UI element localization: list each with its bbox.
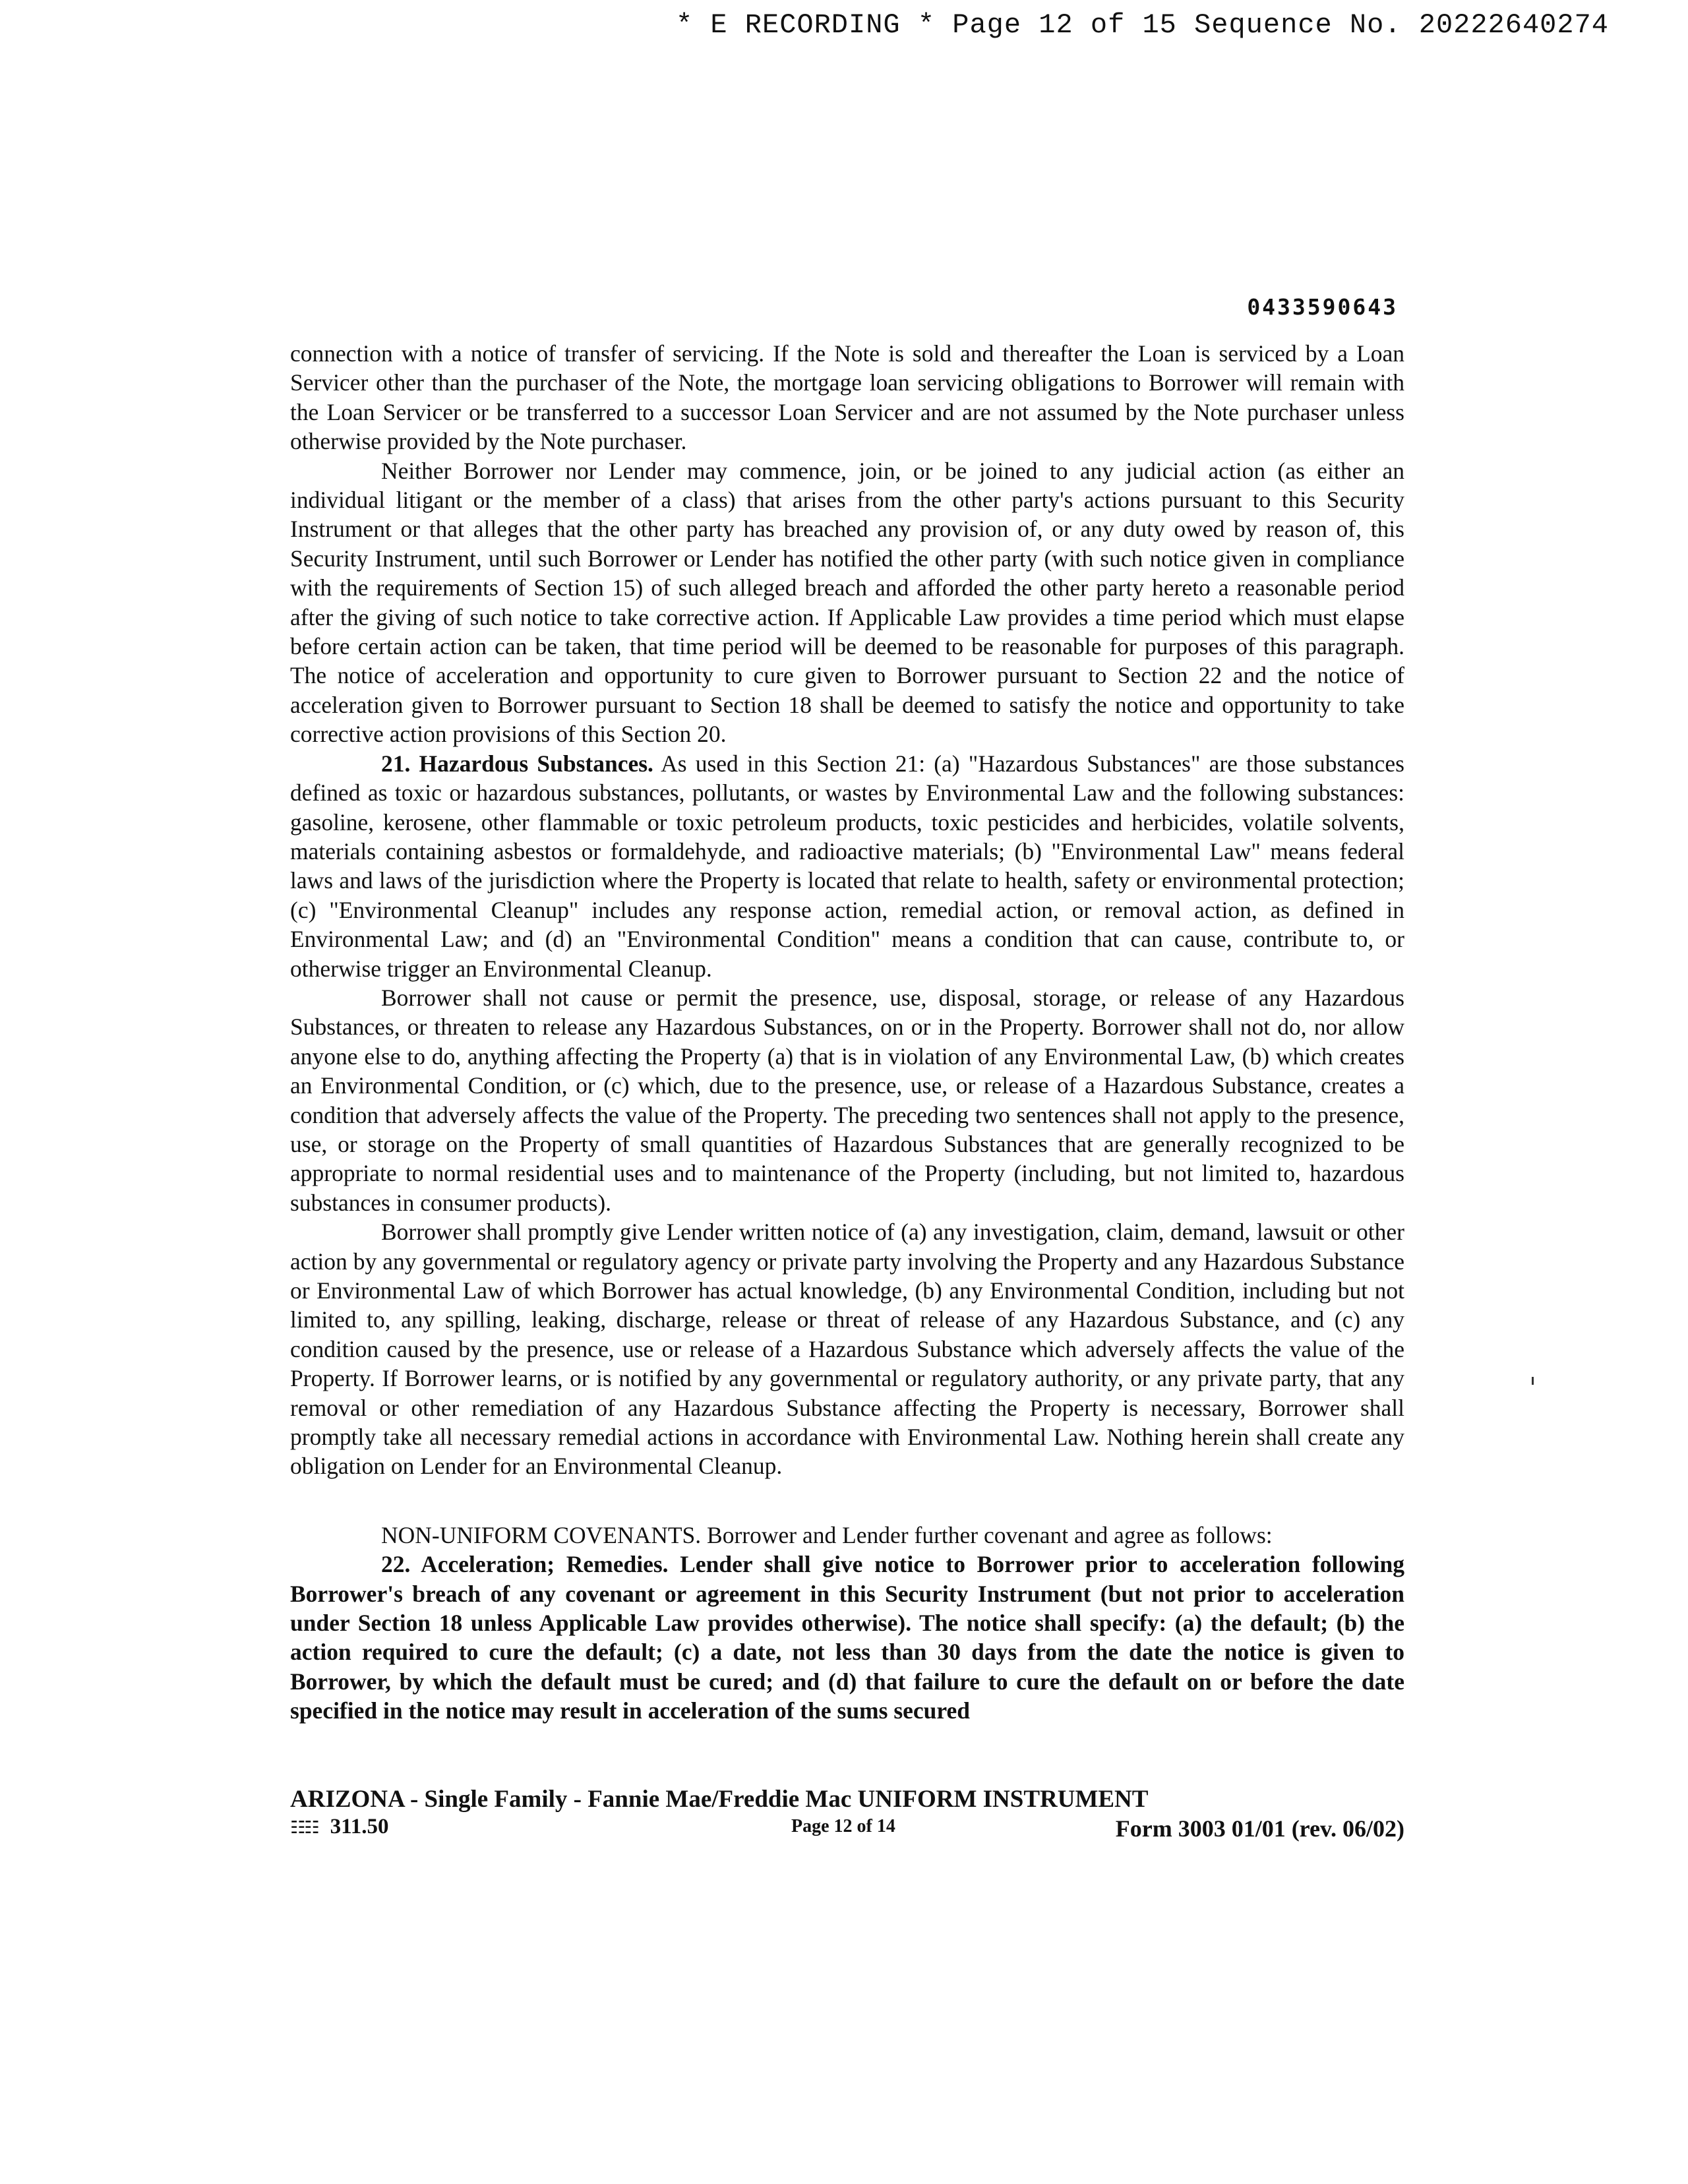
scan-mark — [1532, 1377, 1534, 1385]
paragraph-hazardous-notice: Borrower shall promptly give Lender written notice of (a) any investigation, claim, demand, lawsuit or other action by any governmental or regulatory agency or private party involving the Property and any Hazardous Substance or Environmental Law of which Borrower has actual knowledge, (b) any Environmental Condition, including but not limited to, any spilling, leaking, discharge, release or threat of release of any Hazardous Substance, and (c) any condition caused by the presence, use or release of a Hazardous Substance which adversely affects the value of the Property. If Borrower learns, or is notified by any governmental or regulatory authority, or any private party, that any removal or other remediation of any Hazardous Substance affecting the Property is necessary, Borrower shall promptly take all necessary remedial actions in accordance with Environmental Law. Nothing herein shall create any obligation on Lender for an Environmental Cleanup. — [290, 1219, 1404, 1480]
section-gap — [290, 1481, 1404, 1521]
page-label: Page 12 of 14 — [791, 1816, 895, 1836]
paragraph-judicial-action: Neither Borrower nor Lender may commence, join, or be joined to any judicial action (as either an individual litigant or the member of a class) that arises from the other party's actions pursuant to this Security Instrument or that alleges that the other party has breached any provision of, or any duty owed by reason of, this Security Instrument, until such Borrower or Lender has notified the other party (with such notice given in compliance with the requirements of Section 15) of such alleged breach and afforded the other party hereto a reasonable period after the giving of such notice to take corrective action. If Applicable Law provides a time period which must elapse before certain action can be taken, that time period will be deemed to be reasonable for purposes of this paragraph. The notice of acceleration and opportunity to cure given to Borrower pursuant to Section 22 and the notice of acceleration given to Borrower pursuant to Section 18 shall be deemed to satisfy the notice and opportunity to take corrective action provisions of this Section 20. — [290, 457, 1404, 748]
section-22-acceleration-remedies: 22. Acceleration; Remedies. Lender shall give notice to Borrower prior to acceleration following Borrower's breach of any covenant or agreement in this Security Instrument (but not prior to acceleration under Section 18 unless Applicable Law provides otherwise). The notice shall specify: (a) the default; (b) the action required to cure the default; (c) a date, not less than 30 days from the date the notice is given to Borrower, by which the default must be cured; and (d) that failure to cure the default on or before the date specified in the notice may result in acceleration of the sums secured — [290, 1551, 1404, 1724]
form-code-text: 311.50 — [330, 1815, 389, 1838]
paragraph-servicing-transfer: connection with a notice of transfer of servicing. If the Note is sold and thereafter the Loan is serviced by a Loan Servicer other than the purchaser of the Note, the mortgage loan servicing obligations to Borrower will remain with the Loan Servicer or be transferred to a successor Loan Servicer and are not assumed by the Note purchaser unless otherwise provided by the Note purchaser. — [290, 340, 1404, 455]
section-21-heading: 21. Hazardous Substances. — [381, 750, 653, 777]
form-footer — [290, 1784, 1404, 1844]
loan-number: 0433590643 — [1247, 294, 1398, 320]
form-number: Form 3003 01/01 (rev. 06/02) — [1115, 1815, 1404, 1842]
non-uniform-covenants: NON-UNIFORM COVENANTS. Borrower and Lender further covenant and agree as follows: — [381, 1521, 1273, 1548]
document-body — [290, 339, 1404, 1726]
section-21-hazardous-substances — [290, 749, 1404, 983]
paragraph-hazardous-prohibition: Borrower shall not cause or permit the presence, use, disposal, storage, or release of any Hazardous Substances, or threaten to release any Hazardous Substances, on or in the Property. Borrower shall not do, nor allow anyone else to do, anything affecting the Property (a) that is in violation of any Environmental Law, (b) which creates an Environmental Condition, or (c) which, due to the presence, use, or release of a Hazardous Substance, creates a condition that adversely affects the value of the Property. The preceding two sentences shall not apply to the presence, use, or storage on the Property of small quantities of Hazardous Substances that are generally recognized to be appropriate to normal residential uses and to maintenance of the Property (including, but not limited to, hazardous substances in consumer products). — [290, 984, 1404, 1216]
footer-row — [290, 1815, 1404, 1844]
recording-stamp: * E RECORDING * Page 12 of 15 Sequence No. 20222640274 — [675, 9, 1609, 41]
form-code — [290, 1815, 389, 1839]
section-21-text: As used in this Section 21: (a) "Hazardous Substances" are those substances defined as toxic or hazardous substances, pollutants, or wastes by Environmental Law and the following substances: gasoline, kerosene, other flammable or toxic petroleum products, toxic pesticides and herbicides, volatile solvents, materials containing asbestos or formaldehyde, and radioactive materials; (b) "Environmental Law" means federal laws and laws of the jurisdiction where the Property is located that relate to health, safety or environmental protection; (c) "Environmental Cleanup" includes any response action, remedial action, or removal action, as defined in Environmental Law; and (d) an "Environmental Condition" means a condition that can cause, contribute to, or otherwise trigger an Environmental Cleanup. — [290, 750, 1404, 982]
vendor-logo-icon: ☷☷ — [290, 1818, 318, 1838]
form-title: ARIZONA - Single Family - Fannie Mae/Freddie Mac UNIFORM INSTRUMENT — [290, 1786, 1149, 1813]
